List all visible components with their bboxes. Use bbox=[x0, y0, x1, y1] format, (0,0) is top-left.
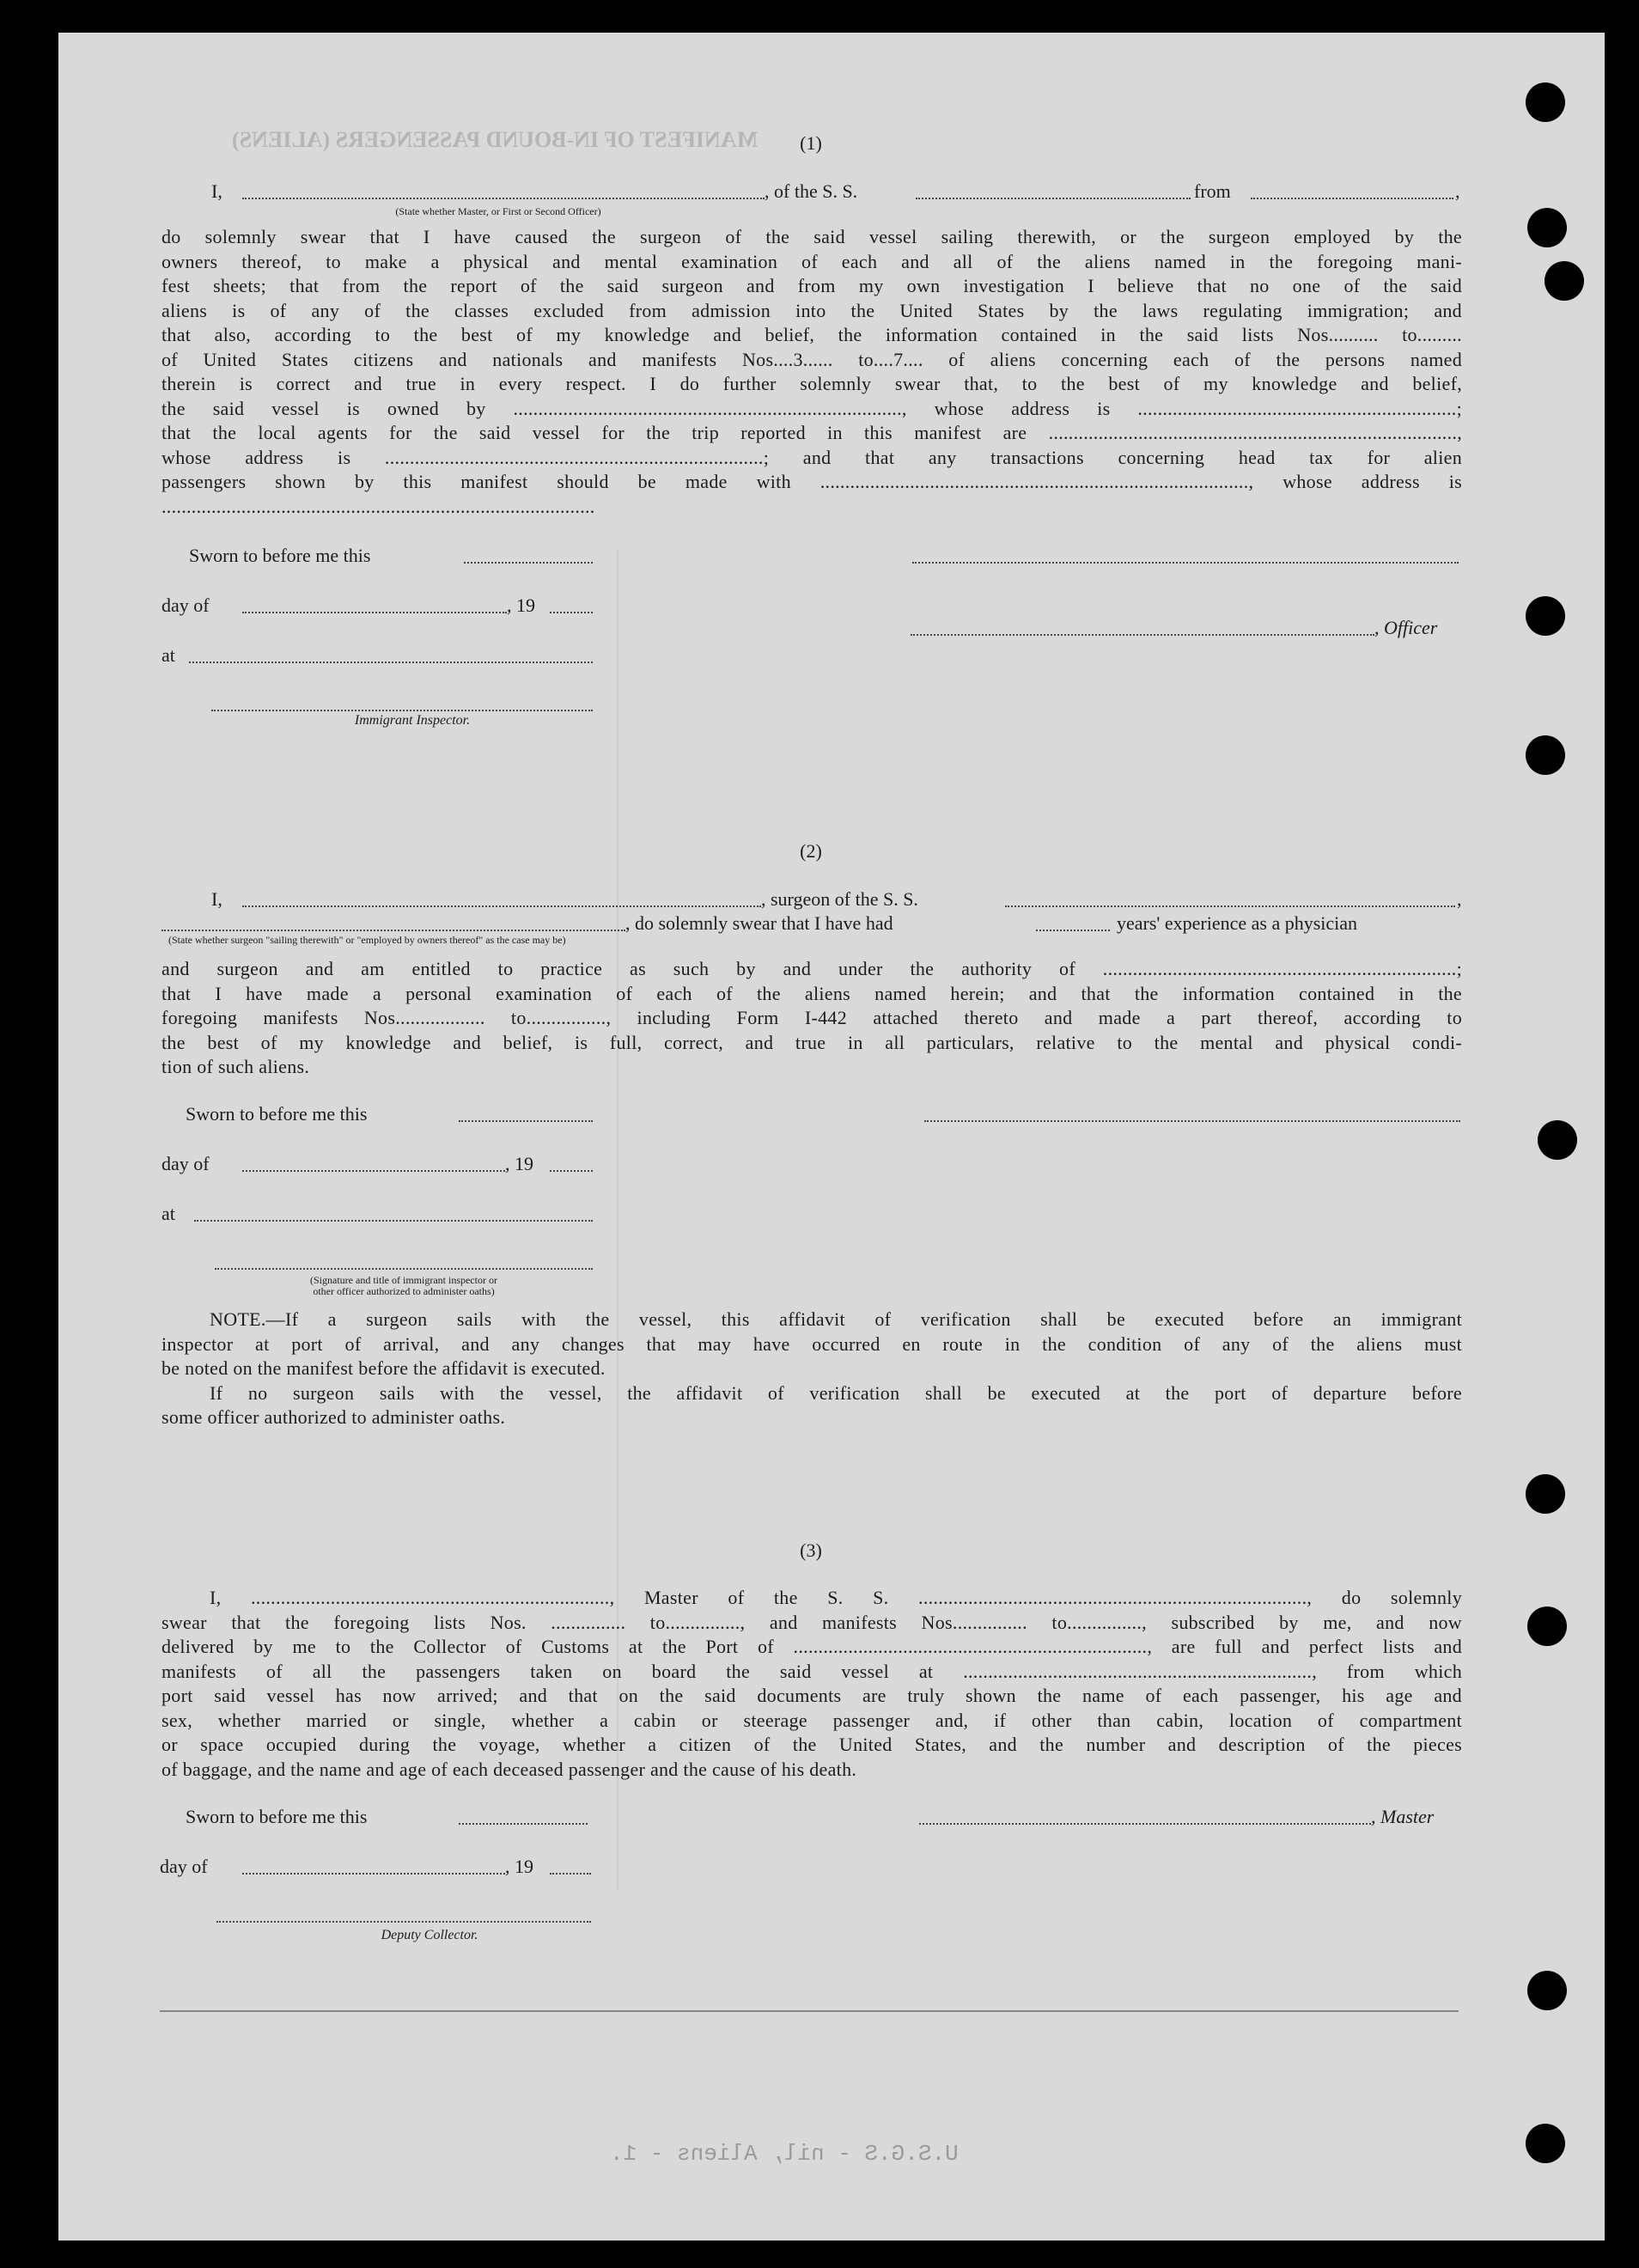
s1-comma: , bbox=[1455, 180, 1460, 202]
s1-officer-line[interactable] bbox=[911, 634, 1374, 636]
section-1-number: (1) bbox=[800, 132, 822, 154]
s2-nineteen: , 19 bbox=[505, 1153, 533, 1174]
bleed-through-title: MANIFEST OF IN-BOUND PASSENGERS (ALIENS) bbox=[232, 127, 759, 152]
punch-hole bbox=[1545, 261, 1584, 301]
s1-inspector-signature-line[interactable] bbox=[211, 710, 593, 711]
s2-year-line[interactable] bbox=[550, 1170, 593, 1172]
s2-line: foregoing manifests Nos.................. to................, including Form I-442 attached thereto and made a part thereof, according to bbox=[161, 1007, 1462, 1028]
s1-line: do solemnly swear that I have caused the surgeon of the said vessel sailing therewith, or the surgeon employed by the bbox=[161, 226, 1462, 247]
s1-nineteen: , 19 bbox=[507, 594, 535, 616]
punch-hole bbox=[1526, 82, 1565, 122]
s1-sworn-label: Sworn to before me this bbox=[189, 545, 371, 566]
s1-line: passengers shown by this manifest should be made with ......................................................................................, whose address is bbox=[161, 471, 1462, 492]
s2-note-line: inspector at port of arrival, and any changes that may have occurred en route in the condition of any of the aliens must bbox=[161, 1332, 1462, 1355]
s2-i-label: I, bbox=[211, 888, 222, 910]
s1-line: aliens is of any of the classes excluded from admission into the United States by the laws regulating immigration; and bbox=[161, 299, 1462, 321]
s1-of-ss-label: , of the S. S. bbox=[765, 180, 858, 202]
punch-hole bbox=[1526, 1474, 1565, 1514]
s2-status-note: (State whether surgeon "sailing therewith" or "employed by owners thereof" as the case may be) bbox=[168, 934, 566, 946]
s2-day-of-label: day of bbox=[161, 1153, 210, 1174]
s2-surgeon-signature-line[interactable] bbox=[924, 1120, 1460, 1122]
punch-hole bbox=[1527, 208, 1567, 247]
s3-line: delivered by me to the Collector of Customs at the Port of ......................................................................., are full and perfect lists and bbox=[161, 1636, 1462, 1657]
s1-line: owners thereof, to make a physical and mental examination of each and all of the aliens named in the foregoing mani- bbox=[161, 250, 1462, 272]
s2-swear-label: , do solemnly swear that I have had bbox=[625, 912, 893, 934]
s1-at-label: at bbox=[161, 644, 175, 666]
s3-line: or space occupied during the voyage, whether a citizen of the United States, and the number and description of the pieces bbox=[161, 1734, 1462, 1755]
s2-at-line[interactable] bbox=[194, 1220, 593, 1222]
s2-line: and surgeon and am entitled to practice as such by and under the authority of .......................................................................; bbox=[161, 958, 1462, 979]
s1-line: of United States citizens and nationals and manifests Nos....3...... to....7.... of aliens concerning each of the persons named bbox=[161, 348, 1462, 370]
s3-deputy-signature-line[interactable] bbox=[216, 1921, 591, 1923]
s3-day-of-label: day of bbox=[160, 1856, 208, 1877]
s1-line: the said vessel is owned by .............................................................................., whose address is ................................................................; bbox=[161, 397, 1462, 419]
s1-i-label: I, bbox=[211, 180, 222, 202]
section-2-number: (2) bbox=[800, 840, 822, 862]
s3-master-label: , Master bbox=[1371, 1806, 1435, 1827]
s1-line: therein is correct and true in every respect. I do further solemnly swear that, to the best of my knowledge and belief, bbox=[161, 373, 1462, 394]
s1-from-label: from bbox=[1194, 180, 1231, 202]
s2-note bbox=[161, 1308, 1462, 1430]
s2-line: that I have made a personal examination of each of the aliens named herein; and that the information contained in the bbox=[161, 982, 1462, 1004]
s1-line: fest sheets; that from the report of the said surgeon and from my own investigation I believe that no one of the said bbox=[161, 275, 1462, 296]
s3-day-line[interactable] bbox=[242, 1873, 505, 1875]
s3-line: manifests of all the passengers taken on board the said vessel at ......................................................................, from which bbox=[161, 1660, 1462, 1682]
s2-status-line[interactable] bbox=[161, 930, 625, 931]
s2-at-label: at bbox=[161, 1203, 175, 1224]
s1-inspector-label: Immigrant Inspector. bbox=[354, 713, 471, 728]
s2-body bbox=[161, 957, 1462, 1080]
s2-vessel-line[interactable] bbox=[1005, 905, 1455, 907]
s2-years-label: years' experience as a physician bbox=[1117, 912, 1358, 934]
punch-hole bbox=[1527, 1971, 1567, 2010]
s3-nineteen: , 19 bbox=[505, 1856, 533, 1877]
s1-body bbox=[161, 225, 1462, 519]
s3-line: swear that the foregoing lists Nos. ............... to..............., and manifests Nos............... to..............., subscribed by me, and now bbox=[161, 1611, 1462, 1633]
s2-line: the best of my knowledge and belief, is full, correct, and true in all particulars, relative to the mental and physical condi- bbox=[161, 1031, 1462, 1053]
s3-sworn-label: Sworn to before me this bbox=[186, 1806, 368, 1827]
s3-body bbox=[161, 1586, 1462, 1782]
s2-sworn-label: Sworn to before me this bbox=[186, 1103, 368, 1125]
s2-sworn-line[interactable] bbox=[459, 1120, 593, 1122]
s2-note-line: If no surgeon sails with the vessel, the affidavit of verification shall be executed at the port of departure before bbox=[210, 1381, 1462, 1404]
s2-note-line: some officer authorized to administer oaths. bbox=[161, 1406, 506, 1428]
s3-line: I, ........................................................................, Master of the S. S. .............................................................................., do solemnly bbox=[210, 1587, 1462, 1608]
s1-day-of-label: day of bbox=[161, 594, 210, 616]
s2-sig-note-2: other officer authorized to administer oaths) bbox=[313, 1285, 495, 1297]
s2-years-line[interactable] bbox=[1036, 930, 1110, 931]
s1-line: that the local agents for the said vessel for the trip reported in this manifest are .................................................................................., bbox=[161, 422, 1462, 443]
s2-inspector-signature-line[interactable] bbox=[215, 1268, 593, 1270]
s1-name-line[interactable] bbox=[242, 198, 765, 199]
s3-line: of baggage, and the name and age of each deceased passenger and the cause of his death. bbox=[161, 1758, 857, 1780]
s1-officer-signature-line[interactable] bbox=[912, 562, 1459, 564]
s3-line: port said vessel has now arrived; and that on the said documents are truly shown the name of each passenger, his age and bbox=[161, 1685, 1462, 1706]
s1-officer-label: , Officer bbox=[1374, 617, 1438, 638]
s1-line: that also, according to the best of my knowledge and belief, the information contained in the said lists Nos.......... to......... bbox=[161, 324, 1462, 345]
s2-note-line: NOTE.—If a surgeon sails with the vessel, this affidavit of verification shall be executed before an immigrant bbox=[210, 1308, 1462, 1330]
s2-day-line[interactable] bbox=[242, 1170, 505, 1172]
s2-surgeon-of-label: , surgeon of the S. S. bbox=[761, 888, 918, 910]
bleed-through-footer: U.S.G.S - nil, Aliens - 1. bbox=[610, 2141, 959, 2167]
section-3-number: (3) bbox=[800, 1539, 822, 1561]
s3-deputy-label: Deputy Collector. bbox=[381, 1928, 478, 1942]
s3-year-line[interactable] bbox=[550, 1873, 591, 1875]
s1-line: whose address is ............................................................................; and that any transactions concerning head tax for alien bbox=[161, 446, 1462, 468]
s3-sworn-line[interactable] bbox=[459, 1823, 588, 1825]
s2-comma: , bbox=[1457, 888, 1462, 910]
punch-hole bbox=[1538, 1120, 1577, 1160]
s2-sig-note-1: (Signature and title of immigrant inspector or bbox=[310, 1274, 497, 1286]
s1-sworn-line[interactable] bbox=[464, 562, 593, 564]
bottom-rule bbox=[160, 2010, 1459, 2012]
s2-line: tion of such aliens. bbox=[161, 1056, 310, 1077]
punch-hole bbox=[1527, 1606, 1567, 1646]
s1-officer-note: (State whether Master, or First or Second Officer) bbox=[395, 205, 601, 217]
s3-master-signature-line[interactable] bbox=[919, 1823, 1371, 1825]
s1-at-line[interactable] bbox=[189, 662, 593, 663]
s1-year-line[interactable] bbox=[550, 612, 593, 613]
punch-hole bbox=[1526, 735, 1565, 775]
s1-vessel-line[interactable] bbox=[916, 198, 1191, 199]
s1-from-line[interactable] bbox=[1251, 198, 1453, 199]
s3-line: sex, whether married or single, whether a cabin or steerage passenger and, if other than cabin, location of compartment bbox=[161, 1709, 1462, 1731]
s2-note-line: be noted on the manifest before the affidavit is executed. bbox=[161, 1357, 606, 1379]
s2-name-line[interactable] bbox=[242, 905, 761, 907]
punch-hole bbox=[1526, 596, 1565, 636]
s1-day-line[interactable] bbox=[242, 612, 507, 613]
punch-hole bbox=[1526, 2124, 1565, 2163]
s1-line: ....................................................................................... bbox=[161, 495, 595, 517]
